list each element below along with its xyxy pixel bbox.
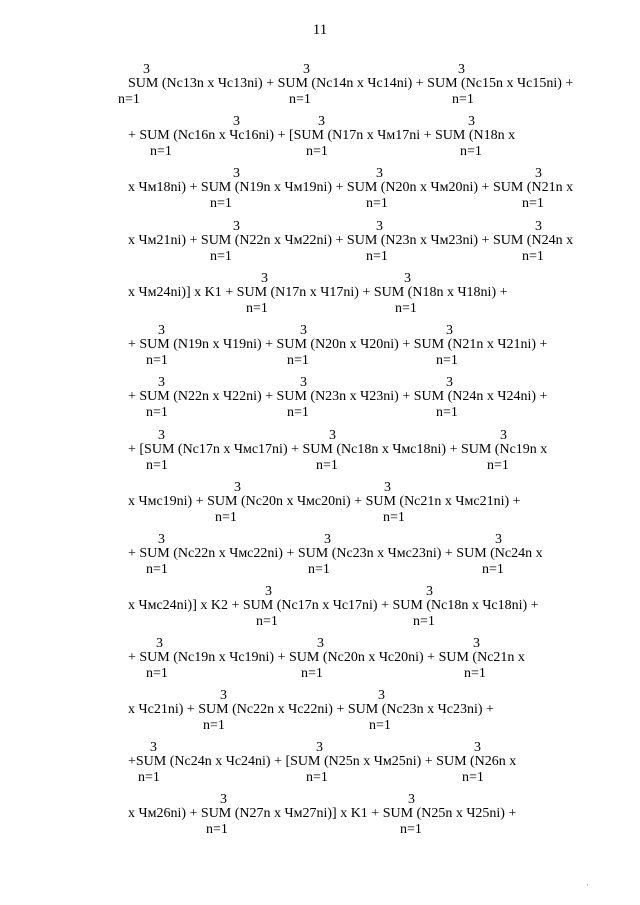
sum-lower-bound: n=1 [395,301,417,316]
sum-upper-bound: 3 [234,480,241,495]
sum-lower-bound: n=1 [289,92,311,107]
page-number: 11 [312,22,328,38]
formula-text: + SUM (Nc16n x Чc16ni) + [SUM (N17n x Чм17ni + SUM (N18n x [128,128,516,143]
formula-text: + SUM (N19n x Ч19ni) + SUM (N20n x Ч20ni) + SUM (N21n x Ч21ni) + [128,337,548,352]
formula-line [0,688,640,736]
sum-upper-bound: 3 [233,219,240,234]
formula-line [0,480,640,528]
sum-lower-bound: n=1 [306,770,328,785]
sum-upper-bound: 3 [384,480,391,495]
formula-text: x Чм18ni) + SUM (N19n x Чм19ni) + SUM (N20n x Чм20ni) + SUM (N21n x [128,180,574,195]
sum-upper-bound: 3 [156,636,163,651]
formula-line [0,636,640,684]
formula-text: x Чмс24ni)] x K2 + SUM (Nc17n x Чc17ni) + SUM (Nc18n x Чc18ni) + [128,598,539,613]
sum-lower-bound: n=1 [287,353,309,368]
formula-line [0,584,640,632]
sum-lower-bound: n=1 [256,614,278,629]
sum-lower-bound: n=1 [400,822,422,837]
sum-upper-bound: 3 [468,114,475,129]
sum-upper-bound: 3 [318,114,325,129]
sum-lower-bound: n=1 [308,562,330,577]
sum-lower-bound: n=1 [210,249,232,264]
sum-lower-bound: n=1 [287,405,309,420]
formula-line [0,219,640,267]
sum-upper-bound: 3 [404,271,411,286]
sum-upper-bound: 3 [158,532,165,547]
formula-text: x Чм24ni)] x K1 + SUM (N17n x Ч17ni) + SUM (N18n x Ч18ni) + [128,285,508,300]
sum-upper-bound: 3 [324,532,331,547]
sum-lower-bound: n=1 [436,405,458,420]
sum-upper-bound: 3 [265,584,272,599]
formula-line [0,532,640,580]
sum-upper-bound: 3 [316,740,323,755]
sum-upper-bound: 3 [220,688,227,703]
sum-upper-bound: 3 [261,271,268,286]
sum-lower-bound: n=1 [118,92,140,107]
sum-lower-bound: n=1 [464,666,486,681]
formula-text: + [SUM (Nc17n x Чмс17ni) + SUM (Nc18n x Чмс18ni) + SUM (Nc19n x [128,442,548,457]
formula-line [0,428,640,476]
sum-lower-bound: n=1 [206,822,228,837]
sum-upper-bound: 3 [535,166,542,181]
sum-lower-bound: n=1 [316,458,338,473]
formula-text: + SUM (N22n x Ч22ni) + SUM (N23n x Ч23ni) + SUM (N24n x Ч24ni) + [128,389,548,404]
sum-upper-bound: 3 [220,792,227,807]
sum-lower-bound: n=1 [366,196,388,211]
sum-upper-bound: 3 [158,323,165,338]
sum-lower-bound: n=1 [203,718,225,733]
sum-upper-bound: 3 [300,375,307,390]
formula-line [0,114,640,162]
formula-text: x Чc21ni) + SUM (Nc22n x Чc22ni) + SUM (Nc23n x Чc23ni) + [128,702,494,717]
formula-line [0,792,640,840]
sum-upper-bound: 3 [535,219,542,234]
sum-lower-bound: n=1 [146,562,168,577]
formula-text: x Чм26ni) + SUM (N27n x Чм27ni)] x K1 + SUM (N25n x Ч25ni) + [128,806,517,821]
sum-upper-bound: 3 [233,114,240,129]
sum-upper-bound: 3 [500,428,507,443]
sum-lower-bound: n=1 [462,770,484,785]
sum-lower-bound: n=1 [146,353,168,368]
sum-upper-bound: 3 [150,740,157,755]
sum-upper-bound: 3 [378,688,385,703]
sum-lower-bound: n=1 [452,92,474,107]
sum-lower-bound: n=1 [146,405,168,420]
sum-lower-bound: n=1 [436,353,458,368]
sum-upper-bound: 3 [473,636,480,651]
sum-lower-bound: n=1 [306,144,328,159]
formula-text: x Чмс19ni) + SUM (Nc20n x Чмс20ni) + SUM (Nc21n x Чмс21ni) + [128,494,521,509]
sum-upper-bound: 3 [158,375,165,390]
sum-upper-bound: 3 [329,428,336,443]
sum-lower-bound: n=1 [522,196,544,211]
sum-lower-bound: n=1 [383,510,405,525]
sum-lower-bound: n=1 [301,666,323,681]
sum-upper-bound: 3 [446,375,453,390]
sum-lower-bound: n=1 [138,770,160,785]
sum-lower-bound: n=1 [522,249,544,264]
sum-upper-bound: 3 [426,584,433,599]
formula-line [0,62,640,110]
sum-lower-bound: n=1 [146,666,168,681]
sum-upper-bound: 3 [300,323,307,338]
sum-upper-bound: 3 [158,428,165,443]
sum-lower-bound: n=1 [482,562,504,577]
sum-upper-bound: 3 [458,62,465,77]
sum-lower-bound: n=1 [413,614,435,629]
sum-lower-bound: n=1 [246,301,268,316]
sum-upper-bound: 3 [408,792,415,807]
sum-lower-bound: n=1 [369,718,391,733]
formula-text: + SUM (Nc19n x Чc19ni) + SUM (Nc20n x Чc20ni) + SUM (Nc21n x [128,650,525,665]
formula-line [0,375,640,423]
sum-lower-bound: n=1 [210,196,232,211]
sum-lower-bound: n=1 [150,144,172,159]
sum-upper-bound: 3 [303,62,310,77]
sum-lower-bound: n=1 [215,510,237,525]
sum-lower-bound: n=1 [146,458,168,473]
sum-upper-bound: 3 [143,62,150,77]
sum-upper-bound: 3 [446,323,453,338]
formula-line [0,740,640,788]
sum-lower-bound: n=1 [366,249,388,264]
formula-text: + SUM (Nc22n x Чмс22ni) + SUM (Nc23n x Чмс23ni) + SUM (Nc24n x [128,546,543,561]
sum-upper-bound: 3 [233,166,240,181]
sum-upper-bound: 3 [495,532,502,547]
sum-upper-bound: 3 [474,740,481,755]
formula-text: +SUM (Nc24n x Чc24ni) + [SUM (N25n x Чм25ni) + SUM (N26n x [128,754,517,769]
sum-upper-bound: 3 [376,219,383,234]
formula-line [0,271,640,319]
sum-upper-bound: 3 [376,166,383,181]
formula-line [0,323,640,371]
sum-lower-bound: n=1 [487,458,509,473]
formula-text: SUM (Nc13n x Чc13ni) + SUM (Nc14n x Чc14ni) + SUM (Nc15n x Чc15ni) + [128,76,574,91]
scan-mark: · [586,880,589,890]
sum-lower-bound: n=1 [460,144,482,159]
formula-text: x Чм21ni) + SUM (N22n x Чм22ni) + SUM (N23n x Чм23ni) + SUM (N24n x [128,233,574,248]
sum-upper-bound: 3 [317,636,324,651]
formula-line [0,166,640,214]
